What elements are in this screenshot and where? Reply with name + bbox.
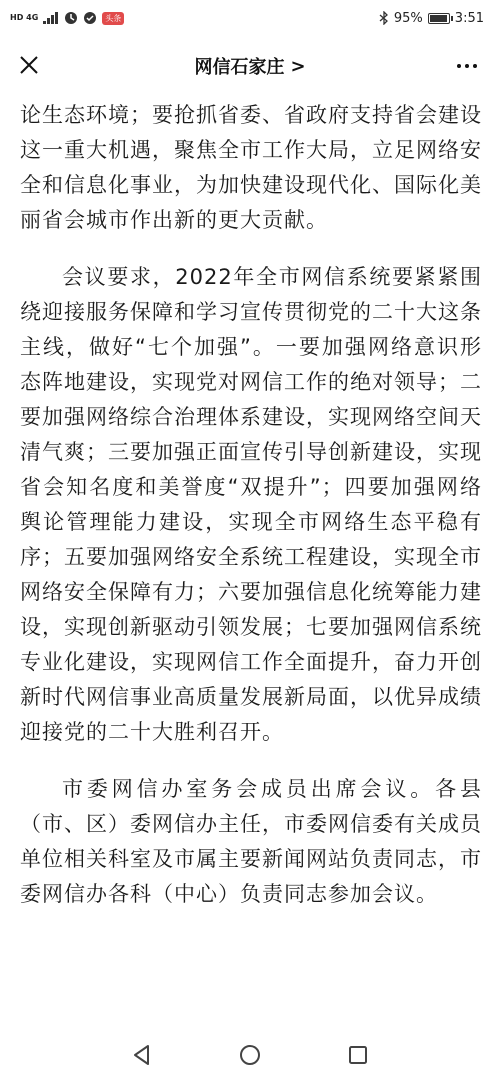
network-sub-label: HD <box>10 13 24 22</box>
page-title: 网信石家庄 <box>194 57 285 78</box>
article-paragraph: 会议要求，2022年全市网信系统要紧紧围绕迎接服务保障和学习宣传贯彻党的二十大这条主线，做好“七个加强”。一要加强网络意识形态阵地建设，实现党对网信工作的绝对领导；二要加强网络综合治理体系建设，实现网络空间天清气爽；三要加强正面宣传引导创新建设，实现省会知名度和美誉度“双提升”；四要加强网络舆论管理能力建设，实现全市网络生态平稳有序；五要加强网络安全系统工程建设，实现全市网络安全保障有力；六要加强信息化统筹能力建设，实现创新驱动引领发展；七要加强网信系统专业化建设，实现网信工作全面提升，奋力开创新时代网信事业高质量发展新局面，以优异成绩迎接党的二十大胜利召开。 <box>20 265 482 744</box>
article-paragraph: 市委网信办室务会成员出席会议。各县（市、区）委网信办主任，市委网信委有关成员单位相关科室及市属主要新闻网站负责同志，市委网信办各科（中心）负责同志参加会议。 <box>20 777 482 906</box>
home-circle-icon <box>239 1044 261 1066</box>
battery-level <box>430 15 447 22</box>
notification-badge: 头条 <box>102 12 124 25</box>
battery-icon <box>428 13 450 24</box>
article-body <box>20 98 482 1028</box>
signal-icon <box>43 12 59 24</box>
account-title-link[interactable] <box>194 53 305 79</box>
close-button[interactable] <box>14 50 44 80</box>
title-bar <box>0 36 500 96</box>
battery-percent: 95% <box>393 10 423 26</box>
more-button[interactable] <box>452 54 482 78</box>
alarm-icon <box>64 11 78 25</box>
more-dot-2 <box>465 64 469 68</box>
status-left <box>10 11 124 25</box>
article-paragraph: 论生态环境；要抢抓省委、省政府支持省会建设这一重大机遇，聚焦全市工作大局，立足网络安全和信息化事业，为加快建设现代化、国际化美丽省会城市作出新的更大贡献。 <box>20 103 482 232</box>
recents-square-icon <box>348 1045 368 1065</box>
app-notification-icon <box>83 11 97 25</box>
more-dots-icon <box>457 64 461 68</box>
status-bar <box>0 0 500 36</box>
status-time: 3:51 <box>454 10 484 26</box>
nav-home-button[interactable] <box>236 1041 264 1069</box>
network-indicator <box>10 14 38 22</box>
bluetooth-icon <box>379 11 389 25</box>
back-triangle-icon <box>132 1044 152 1066</box>
network-label: 4G <box>26 13 39 22</box>
system-nav-bar <box>0 1027 500 1083</box>
nav-back-button[interactable] <box>128 1041 156 1069</box>
more-dot-3 <box>473 64 477 68</box>
close-icon <box>19 55 39 75</box>
status-right <box>379 11 484 26</box>
chevron-right-icon: > <box>290 55 306 77</box>
nav-recents-button[interactable] <box>344 1041 372 1069</box>
